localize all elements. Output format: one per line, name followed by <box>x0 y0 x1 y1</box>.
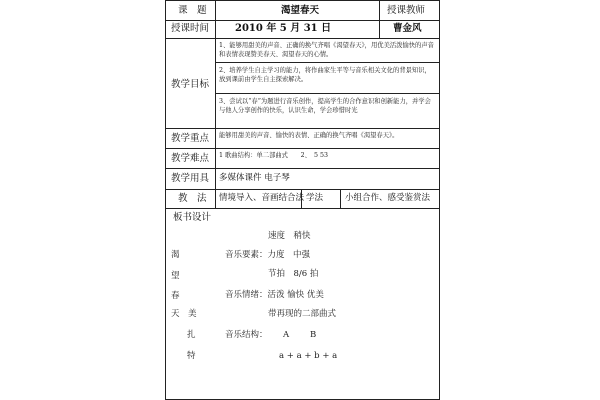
board-formula: a + a + b + a <box>279 351 338 361</box>
board-form: 带再现的二部曲式 <box>268 309 337 319</box>
board-mood: 音乐情绪：活泼 愉快 优美 <box>225 290 324 300</box>
key-point-label: 教学重点 <box>171 133 210 144</box>
time-label: 授课时间 <box>171 23 210 34</box>
difficulty-text: 1 歌曲结构：单二部曲式 2、 5 53 <box>219 152 329 159</box>
teacher-name: 曹金风 <box>393 23 422 34</box>
lesson-title: 渴望春天 <box>281 5 320 16</box>
board-structure-b: B <box>310 330 317 340</box>
board-vertical-char: 扎 <box>187 330 196 340</box>
lesson-plan-form <box>165 0 440 400</box>
board-speed: 速度 稍快 <box>268 231 311 241</box>
teacher-label: 授课教师 <box>387 5 426 16</box>
objectives-label: 教学目标 <box>171 79 210 90</box>
method-text: 情境导入、音画结合法 <box>219 193 305 203</box>
board-meter: 节拍 8/6 拍 <box>268 269 319 279</box>
difficulty-label: 教学难点 <box>171 153 210 164</box>
study-text: 小组合作、感受鉴赏法 <box>345 193 431 203</box>
objective-3: 3、尝试以“春”为题进行音乐创作，提高学生的合作意识和创新能力，并学会与他人分享创作的快乐，认识生命，学会珍惜时光 <box>219 98 431 115</box>
key-point-text: 能够用甜美的声音、愉快的表情、正确的换气齐唱《渴望春天》。 <box>219 132 399 139</box>
title-label: 课 题 <box>178 5 207 16</box>
tools-text: 多媒体课件 电子琴 <box>219 173 290 183</box>
board-vertical-char: 天 美 <box>171 309 197 319</box>
tools-label: 教学用具 <box>171 173 210 184</box>
study-label: 学法 <box>306 193 324 203</box>
lesson-date: 2010 年 5 月 31 日 <box>235 23 332 34</box>
board-label: 板书设计 <box>173 212 212 223</box>
board-structure-a: A <box>283 330 290 340</box>
board-vertical-char: 特 <box>187 351 196 361</box>
objective-1: 1、能够用甜美的声音、正确的换气齐唱《渴望春天》，用优美活泼愉快的声音和表情表现赞美春天、渴望春天的心情。 <box>219 42 434 59</box>
objective-2: 2、培养学生自主学习的能力，将作曲家生平等与音乐相关文化的背景知识，放到课前由学生自主探索解决。 <box>219 67 431 84</box>
board-vertical-char: 渴 <box>171 250 180 260</box>
method-label: 教 法 <box>178 193 207 204</box>
board-elements: 音乐要素：力度 中强 <box>225 250 311 260</box>
board-structure-label: 音乐结构： <box>225 330 268 340</box>
board-vertical-char: 望 <box>171 271 180 281</box>
board-vertical-char: 春 <box>171 291 180 301</box>
